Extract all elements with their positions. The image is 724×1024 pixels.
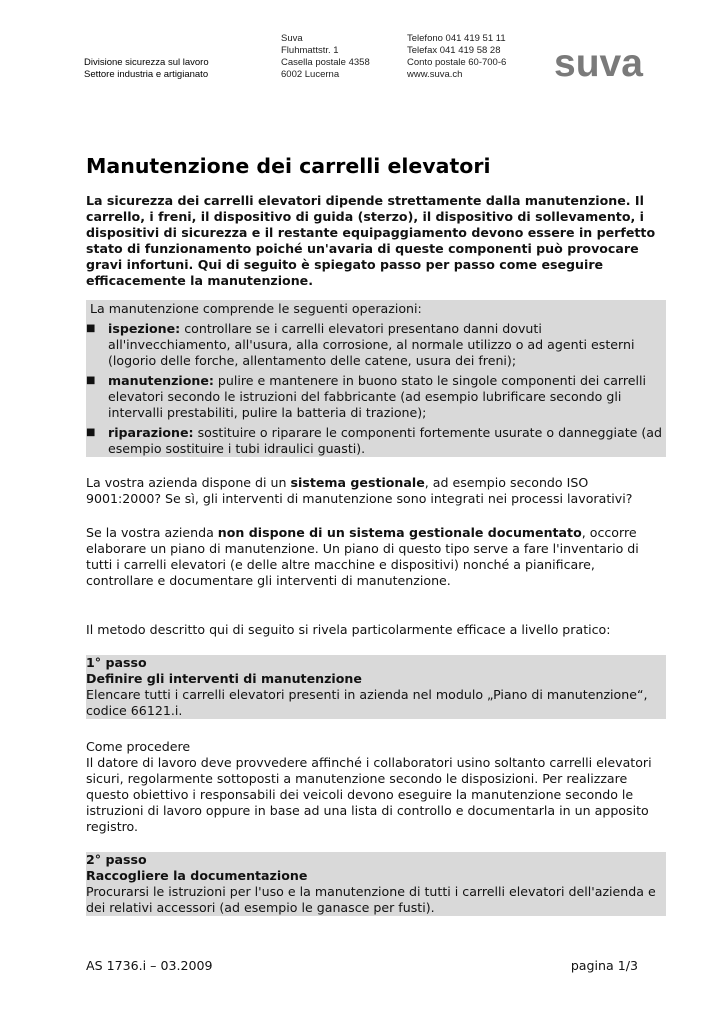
list-item — [86, 425, 666, 457]
step-heading: Definire gli interventi di manutenzione — [86, 671, 362, 686]
address-line: Fluhmattstr. 1 — [281, 45, 339, 56]
contact-line: Telefax 041 419 58 28 — [407, 45, 501, 56]
address-block — [281, 33, 370, 81]
document-code: AS 1736.i – 03.2009 — [86, 958, 213, 973]
contact-block — [407, 33, 506, 81]
operations-list — [86, 321, 666, 461]
bullet-icon: ■ — [86, 427, 96, 438]
step-1-box — [86, 655, 666, 719]
no-system-paragraph: Se la vostra azienda non dispone di un sistema gestionale documentato, occorre elaborare un piano di manutenzione. Un piano di questo tipo serve a fare l'inventario di tutti i carrelli elevatori (e delle altre macchine e dispositivi) nonché a pianificare, controllare e documentare gli interventi di manutenzione. — [86, 525, 639, 588]
operations-box — [86, 300, 666, 457]
item-text: pulire e mantenere in buono stato le singole componenti dei carrelli elevatori secondo le istruzioni del fabbricante (ad esempio lubrificare secondo gli intervalli prestabiliti, pulire la batteria di trazione); — [108, 373, 647, 420]
how-section — [86, 739, 666, 835]
list-item — [86, 321, 666, 369]
item-term: ispezione: — [108, 321, 181, 336]
step-text: Elencare tutti i carrelli elevatori presenti in azienda nel modulo „Piano di manutenzione“, codice 66121.i. — [86, 687, 648, 718]
contact-line: www.suva.ch — [407, 69, 463, 80]
management-system-paragraph: La vostra azienda dispone di un sistema gestionale, ad esempio secondo ISO 9001:2000? Se sì, gli interventi di manutenzione sono integrati nei processi lavorativi? — [86, 475, 633, 506]
suva-logo: suva — [554, 42, 643, 85]
bullet-icon: ■ — [86, 375, 96, 386]
step-2-box — [86, 852, 666, 916]
step-label: 2° passo — [86, 852, 147, 867]
address-line: 6002 Lucerna — [281, 69, 340, 80]
contact-line: Telefono 041 419 51 11 — [407, 33, 506, 44]
step-heading: Raccogliere la documentazione — [86, 868, 308, 883]
list-item — [86, 373, 666, 421]
step-label: 1° passo — [86, 655, 147, 670]
method-paragraph: Il metodo descritto qui di seguito si rivela particolarmente efficace a livello pratico: — [86, 622, 611, 637]
item-term: riparazione: — [108, 425, 194, 440]
address-line: Suva — [281, 33, 303, 44]
how-label: Come procedere — [86, 739, 191, 754]
bullet-icon: ■ — [86, 323, 96, 334]
emphasis: sistema gestionale — [290, 475, 425, 490]
page-title: Manutenzione dei carrelli elevatori — [86, 154, 491, 178]
address-line: Casella postale 4358 — [281, 57, 370, 68]
item-text: sostituire o riparare le componenti fortemente usurate o danneggiate (ad esempio sostituire i tubi idraulici guasti). — [108, 425, 663, 456]
how-text: Il datore di lavoro deve provvedere affinché i collaboratori usino soltanto carrelli elevatori sicuri, regolarmente sottoposti a manutenzione secondo le disposizioni. Per realizzare questo obiettivo i responsabili dei veicoli devono eseguire la manutenzione secondo le istruzioni di lavoro oppure in base ad una lista di controllo e documentarla in un apposito registro. — [86, 755, 652, 834]
step-text: Procurarsi le istruzioni per l'uso e la manutenzione di tutti i carrelli elevatori dell'azienda e dei relativi accessori (ad esempio le ganasce per fusti). — [86, 884, 656, 915]
division-line: Settore industria e artigianato — [84, 69, 209, 80]
emphasis: non dispone di un sistema gestionale documentato — [217, 525, 582, 540]
item-text: controllare se i carrelli elevatori presentano danni dovuti all'invecchiamento, all'usura, alla corrosione, al normale utilizzo o ad agenti esterni (logorio delle forche, allentamento delle catene, usura dei freni); — [108, 321, 635, 368]
page-number: pagina 1/3 — [570, 958, 638, 973]
division-line: Divisione sicurezza sul lavoro — [84, 57, 209, 68]
intro-paragraph: La sicurezza dei carrelli elevatori dipende strettamente dalla manutenzione. Il carrello, i freni, il dispositivo di guida (sterzo), il dispositivo di sollevamento, i dispositivi di sicurezza e il restante equipaggiamento devono essere in perfetto stato di funzionamento poiché un'avaria di queste componenti può provocare gravi infortuni. Qui di seguito è spiegato passo per passo come eseguire efficacemente la manutenzione. — [86, 193, 656, 288]
item-term: manutenzione: — [108, 373, 214, 388]
operations-intro: La manutenzione comprende le seguenti operazioni: — [90, 301, 422, 316]
contact-line: Conto postale 60-700-6 — [407, 57, 507, 68]
division-block — [84, 57, 209, 81]
